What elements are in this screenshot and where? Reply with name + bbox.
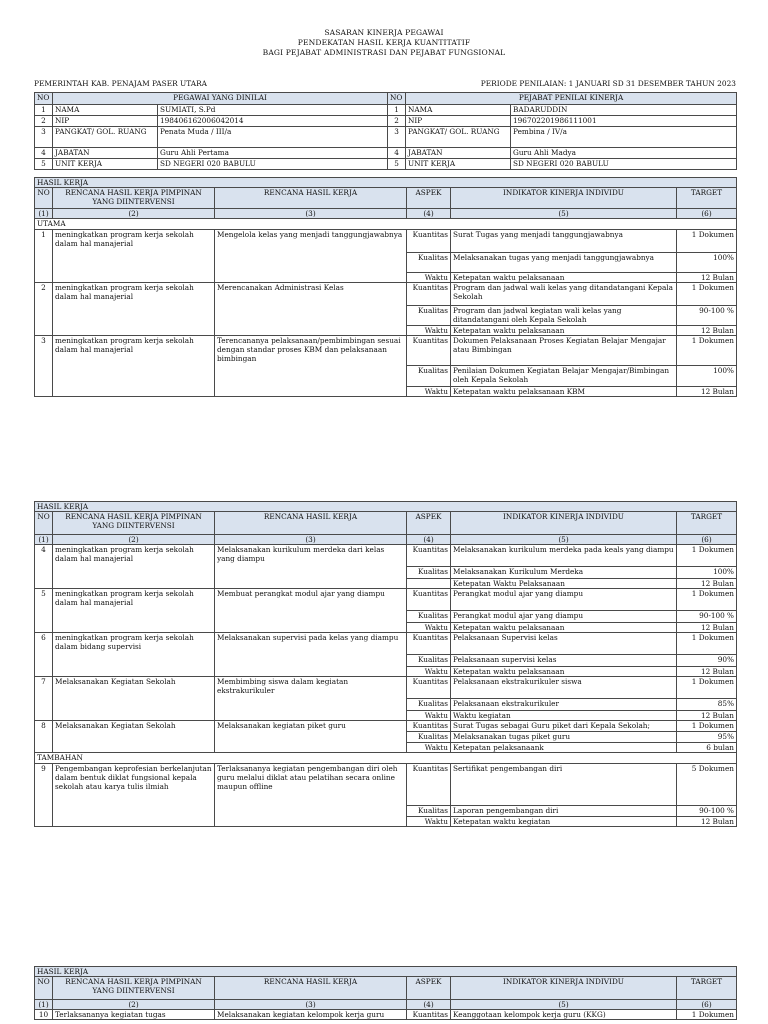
- item-target: 5 Dokumen: [677, 764, 737, 806]
- item-pimpinan: meningkatkan program kerja sekolah dalam hal manajerial: [53, 230, 215, 283]
- col-rhk-pimpinan: RENCANA HASIL KERJA PIMPINAN YANG DIINTERVENSI: [53, 512, 215, 535]
- item-aspek: Kualitas: [407, 567, 451, 579]
- item-pimpinan: meningkatkan program kerja sekolah dalam bidang supervisi: [53, 633, 215, 677]
- identity-header-row: [35, 93, 737, 105]
- item-indikator: Ketepatan waktu pelaksanaan: [451, 667, 677, 677]
- item-aspek: Waktu: [407, 667, 451, 677]
- item-target: 100%: [677, 567, 737, 579]
- col-no: NO: [35, 188, 53, 209]
- col-target: TARGET: [677, 188, 737, 209]
- item-indikator: Ketepatan waktu pelaksanaan: [451, 326, 677, 336]
- row-value-2: BADARUDDIN: [511, 105, 737, 116]
- item-indikator: Pelaksanaan supervisi kelas: [451, 655, 677, 667]
- item-aspek: Waktu: [407, 711, 451, 721]
- utama-label: UTAMA: [35, 219, 737, 230]
- item-aspek: Kuantitas: [407, 230, 451, 253]
- row-label-2: NIP: [406, 116, 511, 127]
- item-target: 1 Dokumen: [677, 1010, 737, 1020]
- item-aspek: Kuantitas: [407, 677, 451, 699]
- col-num: (6): [677, 1000, 737, 1010]
- item-target: 90%: [677, 655, 737, 667]
- item-aspek: Kuantitas: [407, 764, 451, 806]
- item-pimpinan: meningkatkan program kerja sekolah dalam hal manajerial: [53, 283, 215, 336]
- column-header-row: [35, 977, 737, 1000]
- row-label: NIP: [53, 116, 158, 127]
- col-num: (6): [677, 535, 737, 545]
- col-num: (1): [35, 209, 53, 219]
- hasil-kerja-table-2: [34, 501, 737, 827]
- item-indikator: Dokumen Pelaksanaan Proses Kegiatan Belajar Mengajar atau Bimbingan: [451, 336, 677, 366]
- item-pimpinan: Melaksanakan Kegiatan Sekolah: [53, 721, 215, 753]
- section-title: HASIL KERJA: [35, 178, 737, 188]
- item-indikator: Penilaian Dokumen Kegiatan Belajar Mengajar/Bimbingan oleh Kepala Sekolah: [451, 366, 677, 387]
- item-aspek: [407, 579, 451, 589]
- hasil-kerja-table-1: [34, 177, 737, 397]
- government-label: PEMERINTAH KAB. PENAJAM PASER UTARA: [34, 79, 208, 88]
- doc-title: SASARAN KINERJA PEGAWAI: [324, 28, 444, 37]
- item-indikator: Ketepatan pelaksanaank: [451, 743, 677, 753]
- section-row: [35, 502, 737, 512]
- item-indikator: Pelaksanaan ekstrakurikuler: [451, 699, 677, 711]
- item-aspek: Waktu: [407, 623, 451, 633]
- period-label: PERIODE PENILAIAN: 1 JANUARI SD 31 DESEMBER TAHUN 2023: [480, 79, 736, 88]
- item-rhk: Melaksanakan kurikulum merdeka dari kelas yang diampu: [215, 545, 407, 589]
- item-indikator: Ketepatan waktu pelaksanaan: [451, 273, 677, 283]
- identity-row: [35, 116, 737, 127]
- tambahan-row: [35, 753, 737, 764]
- col-num: (4): [407, 209, 451, 219]
- item-rhk: Melaksanakan kegiatan piket guru: [215, 721, 407, 753]
- table-row: [35, 589, 737, 611]
- item-target: 90-100 %: [677, 611, 737, 623]
- item-aspek: Kualitas: [407, 699, 451, 711]
- item-rhk: Terencananya pelaksanaan/pembimbingan sesuai dengan standar proses KBM dan pelaksanaan bimbingan: [215, 336, 407, 397]
- doc-subtitle: PENDEKATAN HASIL KERJA KUANTITATIF: [297, 38, 471, 47]
- item-aspek: Waktu: [407, 326, 451, 336]
- item-indikator: Program dan jadwal wali kelas yang ditandatangani Kepala Sekolah: [451, 283, 677, 306]
- col-target: TARGET: [677, 977, 737, 1000]
- col-rhk-pimpinan: RENCANA HASIL KERJA PIMPINAN YANG DIINTERVENSI: [53, 977, 215, 1000]
- column-number-row: [35, 535, 737, 545]
- hasil-kerja-table-3: [34, 966, 737, 1020]
- item-aspek: Kualitas: [407, 611, 451, 623]
- left-title: PEGAWAI YANG DINILAI: [53, 93, 388, 105]
- item-no: 9: [35, 764, 53, 827]
- column-number-row: [35, 1000, 737, 1010]
- col-num: (5): [451, 1000, 677, 1010]
- item-target: 12 Bulan: [677, 387, 737, 397]
- item-aspek: Kuantitas: [407, 633, 451, 655]
- right-title: PEJABAT PENILAI KINERJA: [406, 93, 737, 105]
- item-pimpinan: Terlaksananya kegiatan tugas: [53, 1010, 215, 1020]
- item-no: 2: [35, 283, 53, 336]
- table-row: [35, 230, 737, 253]
- row-value-2: Pembina / IV/a: [511, 127, 737, 148]
- item-no: 3: [35, 336, 53, 397]
- item-no: 10: [35, 1010, 53, 1020]
- col-aspek: ASPEK: [407, 512, 451, 535]
- item-indikator: Ketepatan waktu kegiatan: [451, 817, 677, 827]
- utama-row: [35, 219, 737, 230]
- col-rhk: RENCANA HASIL KERJA: [215, 188, 407, 209]
- item-no: 1: [35, 230, 53, 283]
- item-pimpinan: meningkatkan program kerja sekolah dalam hal manajerial: [53, 589, 215, 633]
- doc-subtitle-2: BAGI PEJABAT ADMINISTRASI DAN PEJABAT FUNGSIONAL: [262, 48, 506, 57]
- item-target: 1 Dokumen: [677, 633, 737, 655]
- item-indikator: Ketepatan waktu pelaksanaan: [451, 623, 677, 633]
- item-no: 8: [35, 721, 53, 753]
- item-indikator: Sertifikat pengembangan diri: [451, 764, 677, 806]
- item-pimpinan: meningkatkan program kerja sekolah dalam hal manajerial: [53, 545, 215, 589]
- item-target: 100%: [677, 253, 737, 273]
- row-value-2: SD NEGERI 020 BABULU: [511, 159, 737, 170]
- row-label-2: NAMA: [406, 105, 511, 116]
- row-value-2: Guru Ahli Madya: [511, 148, 737, 159]
- row-value: SUMIATI, S.Pd: [158, 105, 388, 116]
- item-indikator: Melaksanakan tugas yang menjadi tanggungjawabnya: [451, 253, 677, 273]
- col-rhk: RENCANA HASIL KERJA: [215, 512, 407, 535]
- col-rhk: RENCANA HASIL KERJA: [215, 977, 407, 1000]
- item-no: 7: [35, 677, 53, 721]
- section-row: [35, 967, 737, 977]
- item-aspek: Waktu: [407, 273, 451, 283]
- col-rhk-pimpinan: RENCANA HASIL KERJA PIMPINAN YANG DIINTERVENSI: [53, 188, 215, 209]
- identity-row: [35, 148, 737, 159]
- item-rhk: Terlaksananya kegiatan pengembangan diri oleh guru melalui diklat atau pelatihan secara online maupun offline: [215, 764, 407, 827]
- item-pimpinan: Pengembangan keprofesian berkelanjutan dalam bentuk diklat fungsional kepala sekolah atau karya tulis ilmiah: [53, 764, 215, 827]
- item-target: 12 Bulan: [677, 273, 737, 283]
- row-no-2: 3: [388, 127, 406, 148]
- item-aspek: Kuantitas: [407, 1010, 451, 1020]
- table-row: [35, 283, 737, 306]
- section-row: [35, 178, 737, 188]
- item-aspek: Kualitas: [407, 306, 451, 326]
- table-row: [35, 677, 737, 699]
- item-indikator: Perangkat modul ajar yang diampu: [451, 611, 677, 623]
- col-num: (4): [407, 535, 451, 545]
- item-indikator: Perangkat modul ajar yang diampu: [451, 589, 677, 611]
- col-indikator: INDIKATOR KINERJA INDIVIDU: [451, 977, 677, 1000]
- item-target: 1 Dokumen: [677, 336, 737, 366]
- col-aspek: ASPEK: [407, 977, 451, 1000]
- col-num: (5): [451, 209, 677, 219]
- item-aspek: Kualitas: [407, 253, 451, 273]
- item-aspek: Kualitas: [407, 732, 451, 743]
- item-pimpinan: Melaksanakan Kegiatan Sekolah: [53, 677, 215, 721]
- col-num: (5): [451, 535, 677, 545]
- row-label: PANGKAT/ GOL. RUANG: [53, 127, 158, 148]
- item-no: 5: [35, 589, 53, 633]
- item-aspek: Waktu: [407, 817, 451, 827]
- col-num: (2): [53, 535, 215, 545]
- item-indikator: Melaksanakan Kurikulum Merdeka: [451, 567, 677, 579]
- item-indikator: Ketepatan Waktu Pelaksanaan: [451, 579, 677, 589]
- row-no: 1: [35, 105, 53, 116]
- col-num: (2): [53, 209, 215, 219]
- item-target: 1 Dokumen: [677, 230, 737, 253]
- item-indikator: Ketepatan waktu pelaksanaan KBM: [451, 387, 677, 397]
- item-no: 6: [35, 633, 53, 677]
- item-indikator: Surat Tugas yang menjadi tanggungjawabnya: [451, 230, 677, 253]
- item-indikator: Keanggotaan kelompok kerja guru (KKG): [451, 1010, 677, 1020]
- item-indikator: Melaksanakan kurikulum merdeka pada keals yang diampu: [451, 545, 677, 567]
- item-target: 85%: [677, 699, 737, 711]
- item-rhk: Melaksanakan supervisi pada kelas yang diampu: [215, 633, 407, 677]
- item-indikator: Melaksanakan tugas piket guru: [451, 732, 677, 743]
- item-indikator: Laporan pengembangan diri: [451, 806, 677, 817]
- col-no: NO: [35, 512, 53, 535]
- item-target: 12 Bulan: [677, 667, 737, 677]
- item-target: 1 Dokumen: [677, 545, 737, 567]
- item-target: 1 Dokumen: [677, 589, 737, 611]
- item-aspek: Kuantitas: [407, 336, 451, 366]
- item-indikator: Pelaksanaan Supervisi kelas: [451, 633, 677, 655]
- item-aspek: Kualitas: [407, 806, 451, 817]
- item-target: 12 Bulan: [677, 817, 737, 827]
- item-target: 90-100 %: [677, 306, 737, 326]
- row-no-2: 4: [388, 148, 406, 159]
- col-num: (1): [35, 535, 53, 545]
- col-num: (3): [215, 535, 407, 545]
- item-aspek: Waktu: [407, 743, 451, 753]
- row-no: 5: [35, 159, 53, 170]
- col-target: TARGET: [677, 512, 737, 535]
- item-pimpinan: meningkatkan program kerja sekolah dalam hal manajerial: [53, 336, 215, 397]
- item-target: 100%: [677, 366, 737, 387]
- item-aspek: Kuantitas: [407, 283, 451, 306]
- item-rhk: Merencanakan Administrasi Kelas: [215, 283, 407, 336]
- col-num: (4): [407, 1000, 451, 1010]
- item-aspek: Kualitas: [407, 366, 451, 387]
- table-row: [35, 336, 737, 366]
- item-target: 95%: [677, 732, 737, 743]
- row-no-2: 1: [388, 105, 406, 116]
- document-header: [0, 28, 768, 58]
- no-header: NO: [35, 93, 53, 105]
- identity-row: [35, 159, 737, 170]
- row-no: 4: [35, 148, 53, 159]
- col-indikator: INDIKATOR KINERJA INDIVIDU: [451, 512, 677, 535]
- row-label: UNIT KERJA: [53, 159, 158, 170]
- row-label: JABATAN: [53, 148, 158, 159]
- table-row: [35, 721, 737, 732]
- row-value: 198406162006042014: [158, 116, 388, 127]
- item-aspek: Kuantitas: [407, 721, 451, 732]
- row-no-2: 5: [388, 159, 406, 170]
- row-label-2: PANGKAT/ GOL. RUANG: [406, 127, 511, 148]
- col-num: (1): [35, 1000, 53, 1010]
- item-no: 4: [35, 545, 53, 589]
- item-target: 12 Bulan: [677, 326, 737, 336]
- item-rhk: Membuat perangkat modul ajar yang diampu: [215, 589, 407, 633]
- item-target: 1 Dokumen: [677, 677, 737, 699]
- table-row: [35, 633, 737, 655]
- item-target: 12 Bulan: [677, 579, 737, 589]
- section-title: HASIL KERJA: [35, 502, 737, 512]
- row-label-2: UNIT KERJA: [406, 159, 511, 170]
- row-no-2: 2: [388, 116, 406, 127]
- table-row: [35, 764, 737, 806]
- col-no: NO: [35, 977, 53, 1000]
- tambahan-label: TAMBAHAN: [35, 753, 737, 764]
- column-header-row: [35, 512, 737, 535]
- row-no: 2: [35, 116, 53, 127]
- identity-row: [35, 127, 737, 148]
- col-num: (3): [215, 1000, 407, 1010]
- item-indikator: Surat Tugas sebagai Guru piket dari Kepala Sekolah;: [451, 721, 677, 732]
- identity-table: [34, 92, 737, 170]
- row-label: NAMA: [53, 105, 158, 116]
- identity-row: [35, 105, 737, 116]
- item-target: 90-100 %: [677, 806, 737, 817]
- item-rhk: Melaksanakan kegiatan kelompok kerja guru: [215, 1010, 407, 1020]
- table-row: [35, 545, 737, 567]
- item-aspek: Waktu: [407, 387, 451, 397]
- item-rhk: Mengelola kelas yang menjadi tanggungjawabnya: [215, 230, 407, 283]
- col-num: (2): [53, 1000, 215, 1010]
- item-target: 1 Dokumen: [677, 283, 737, 306]
- item-target: 6 bulan: [677, 743, 737, 753]
- item-aspek: Kuantitas: [407, 589, 451, 611]
- col-num: (6): [677, 209, 737, 219]
- row-value: Penata Muda / III/a: [158, 127, 388, 148]
- row-label-2: JABATAN: [406, 148, 511, 159]
- item-rhk: Membimbing siswa dalam kegiatan ekstrakurikuler: [215, 677, 407, 721]
- item-aspek: Kuantitas: [407, 545, 451, 567]
- col-num: (3): [215, 209, 407, 219]
- column-header-row: [35, 188, 737, 209]
- column-number-row: [35, 209, 737, 219]
- section-title: HASIL KERJA: [35, 967, 737, 977]
- item-indikator: Program dan jadwal kegiatan wali kelas yang ditandatangani oleh Kepala Sekolah: [451, 306, 677, 326]
- item-target: 12 Bulan: [677, 711, 737, 721]
- meta-row: [34, 79, 736, 88]
- item-target: 12 Bulan: [677, 623, 737, 633]
- item-indikator: Waktu kegiatan: [451, 711, 677, 721]
- item-indikator: Pelaksanaan ekstrakurikuler siswa: [451, 677, 677, 699]
- item-aspek: Kualitas: [407, 655, 451, 667]
- row-value-2: 196702201986111001: [511, 116, 737, 127]
- item-target: 1 Dokumen: [677, 721, 737, 732]
- row-value: SD NEGERI 020 BABULU: [158, 159, 388, 170]
- row-no: 3: [35, 127, 53, 148]
- table-row: [35, 1010, 737, 1020]
- col-aspek: ASPEK: [407, 188, 451, 209]
- row-value: Guru Ahli Pertama: [158, 148, 388, 159]
- col-indikator: INDIKATOR KINERJA INDIVIDU: [451, 188, 677, 209]
- no-header-2: NO: [388, 93, 406, 105]
